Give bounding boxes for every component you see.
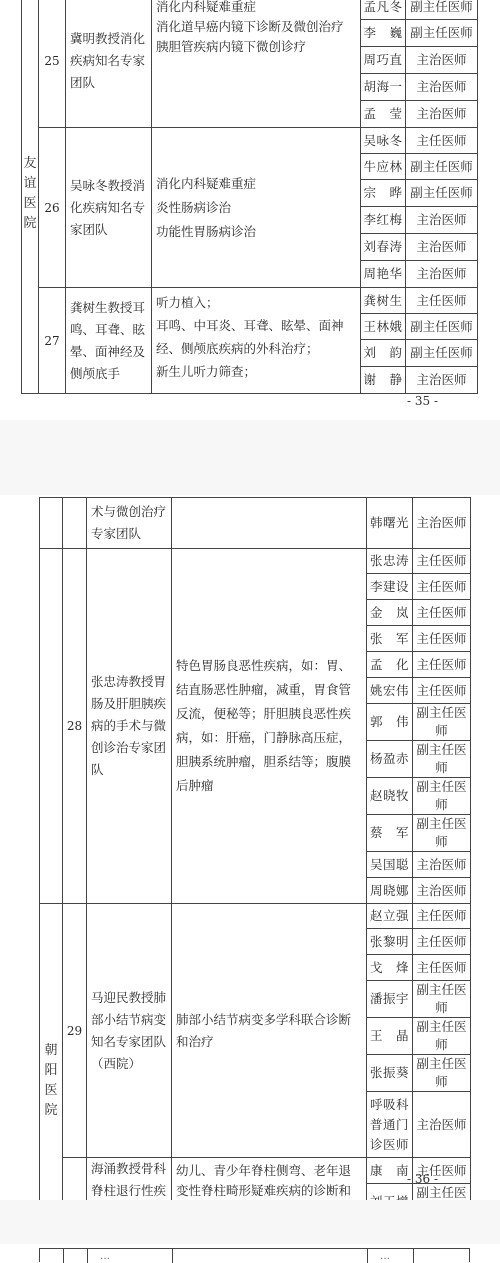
team-number: 27	[39, 288, 66, 394]
direction-line: 幼儿、青少年脊柱侧弯、老年退变性脊柱畸形疑难疾病的诊断和	[176, 1163, 352, 1198]
member-name: 潘振宇	[367, 981, 413, 1018]
member-title: 副主任医师	[413, 1055, 471, 1092]
member-title: 副主任医师	[406, 154, 478, 180]
member-title: 主治医师	[406, 74, 478, 101]
team-directions	[152, 288, 361, 394]
page-36	[0, 495, 500, 1200]
member-name: 姚宏伟	[367, 678, 413, 704]
member-name: 郭 伟	[367, 704, 413, 741]
direction-line: 消化内科疑难重症	[156, 0, 257, 14]
team-directions	[152, 128, 361, 288]
member-name: 赵立强	[367, 904, 413, 929]
member-name: 牛应林	[361, 154, 406, 180]
member-name: 杨盈赤	[367, 741, 413, 778]
member-title: 主任医师	[406, 288, 478, 314]
member-name: 谢 静	[361, 367, 406, 394]
team-directions	[172, 904, 367, 1158]
direction-line: 炎性肠病诊治	[156, 199, 232, 215]
member-name: 金 岚	[367, 600, 413, 626]
team-name: 吴咏冬教授消化疾病知名专家团队	[66, 128, 152, 288]
member-title: 主任医师	[413, 600, 471, 626]
page-37-fragment	[0, 1244, 500, 1262]
member-title: 主任医师	[413, 652, 471, 678]
member-name: 蔡 军	[367, 815, 413, 852]
member-name: 张忠涛	[367, 549, 413, 574]
member-name: 张振葵	[367, 1055, 413, 1092]
member-name: 康 南	[367, 1158, 413, 1184]
member-title: 主任医师	[413, 678, 471, 704]
member-name: 龚树生	[361, 288, 406, 314]
member-title: 副主任医师	[406, 0, 478, 20]
hospital-name: 友谊医院	[23, 156, 37, 231]
member-title: 主任医师	[413, 929, 471, 955]
member-title: 副主任医师	[406, 180, 478, 207]
member-name: 孟凡冬	[361, 0, 406, 20]
member-title: 副主任医	[413, 1184, 471, 1221]
member-name: 宗 晔	[361, 180, 406, 207]
member-title: 主任医师	[413, 574, 471, 600]
team-number: 26	[39, 128, 66, 288]
member-title: 主治医师	[413, 878, 471, 904]
member-name: 周晓娜	[367, 878, 413, 904]
member-name: 吴咏冬	[361, 128, 406, 154]
member-title: 副主任医师	[413, 741, 471, 778]
member-title: 主任医师	[413, 1158, 471, 1184]
member-title: 主任医师	[413, 955, 471, 981]
hospital-cell-blank	[40, 549, 63, 904]
direction-line: 特色胃肠良恶性疾病，如：胃、结直肠恶性肿瘤，减重，胃食管反流，便秘等；肝胆胰良恶性疾病，如：肝癌，门静脉高压症，胆胰系统肿瘤，胆系结等；腹膜后肿瘤	[176, 658, 352, 793]
member-name: 王 晶	[367, 1018, 413, 1055]
direction-line: 听力植入；	[156, 295, 219, 310]
page-35	[0, 0, 500, 420]
member-title: 副主任医师	[413, 981, 471, 1018]
member-title: 副主任医师	[413, 1018, 471, 1055]
team-name: 海涌教授骨科脊柱退行性疾	[87, 1158, 172, 1258]
member-name: 孟 化	[367, 652, 413, 678]
team-name: 龚树生教授耳鸣、耳聋、眩晕、面神经及侧颅底手	[66, 288, 152, 394]
member-name: 周艳华	[361, 261, 406, 288]
direction-line: 胰胆管疾病内镜下微创诊疗	[156, 39, 307, 54]
direction-line: 新生儿听力筛查；	[156, 364, 257, 379]
member-name: 胡海一	[361, 74, 406, 101]
team-directions	[152, 0, 361, 128]
direction-line: 消化内科疑难重症	[156, 175, 257, 191]
member-title: 副主任医师	[413, 815, 471, 852]
hospital-cell	[22, 0, 39, 394]
direction-line: 肺部小结节病变多学科联合诊断和治疗	[176, 1011, 352, 1049]
member-title: 主任医师	[413, 626, 471, 652]
member-name: 李红梅	[361, 207, 406, 234]
member-title: 主治医师	[406, 47, 478, 74]
member-name: 张 军	[367, 626, 413, 652]
member-name: 李 巍	[361, 20, 406, 47]
member-title: 主治医师	[406, 261, 478, 288]
member-title: 主治医师	[413, 1092, 471, 1158]
page-gap	[0, 1200, 500, 1244]
cut-off-text: …	[380, 1251, 390, 1262]
hospital-name: 朝阳医院	[44, 1042, 58, 1118]
team-directions	[172, 549, 367, 904]
team-name-continued: 术与微创治疗专家团队	[87, 498, 172, 549]
member-name: 周巧直	[361, 47, 406, 74]
team-number: 29	[63, 904, 87, 1158]
member-name: 呼吸科普通门诊医师	[367, 1092, 413, 1158]
member-name: 李建设	[367, 574, 413, 600]
member-name: 韩曙光	[367, 498, 413, 549]
member-title: 副主任医师	[406, 314, 478, 340]
team-number: 28	[63, 549, 87, 904]
member-name: 戈 烽	[367, 955, 413, 981]
member-title: 主治医师	[413, 852, 471, 878]
table-top-border	[39, 1248, 470, 1262]
member-title: 主治医师	[413, 498, 471, 549]
member-name: 张黎明	[367, 929, 413, 955]
member-title: 主治医师	[406, 367, 478, 394]
cut-off-text: …	[100, 1251, 110, 1262]
team-name: 马迎民教授肺部小结节病变知名专家团队（西院）	[87, 904, 172, 1158]
member-name: 刘 韵	[361, 340, 406, 367]
member-title: 副主任医师	[406, 20, 478, 47]
team-table-page-36	[39, 497, 471, 1258]
direction-line: 功能性胃肠病诊治	[156, 223, 257, 239]
page-gap	[0, 420, 500, 495]
member-name: 赵晓牧	[367, 778, 413, 815]
member-name: 刘春涛	[361, 234, 406, 261]
member-name: 吴国聪	[367, 852, 413, 878]
team-name: 冀明教授消化疾病知名专家团队	[66, 0, 152, 128]
member-title: 主任医师	[413, 549, 471, 574]
member-title: 副主任医师	[413, 704, 471, 741]
page-number: - 36 -	[407, 1172, 439, 1186]
member-title: 主治医师	[406, 207, 478, 234]
member-title: 主治医师	[406, 234, 478, 261]
member-name: 王林娥	[361, 314, 406, 340]
member-title: 主治医师	[406, 101, 478, 128]
page-number: - 35 -	[407, 394, 439, 408]
direction-line: 消化道早癌内镜下诊断及微创治疗	[156, 19, 344, 34]
team-directions-blank	[172, 498, 367, 549]
hospital-cell-blank	[40, 498, 63, 549]
team-number: 25	[39, 0, 66, 128]
member-title: 主任医师	[413, 904, 471, 929]
member-name: 孟 莹	[361, 101, 406, 128]
member-title: 副主任医师	[406, 340, 478, 367]
team-table-page-35	[21, 0, 478, 394]
team-number-blank	[63, 498, 87, 549]
member-title: 主任医师	[406, 128, 478, 154]
team-name: 张忠涛教授胃肠及肝胆胰疾病的手术与微创诊治专家团队	[87, 549, 172, 904]
member-title: 副主任医师	[413, 778, 471, 815]
direction-line: 耳鸣、中耳炎、耳聋、眩晕、面神经、侧颅底疾病的外科治疗；	[156, 318, 344, 356]
